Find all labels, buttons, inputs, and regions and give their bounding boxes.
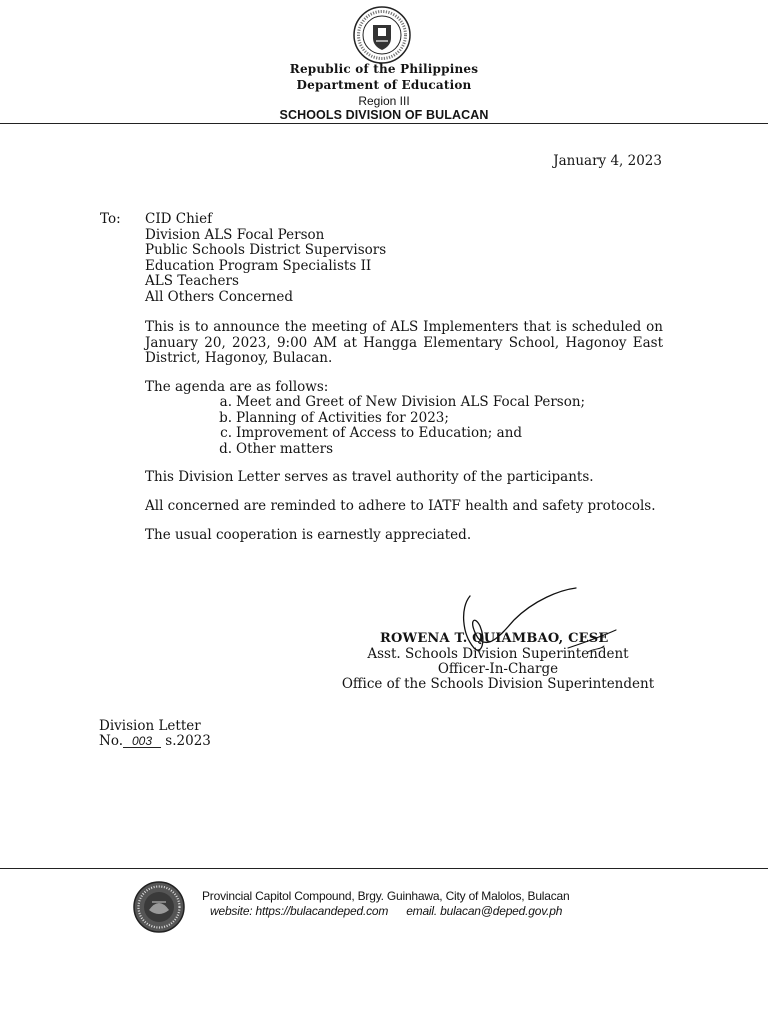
- closing-paragraph: The usual cooperation is earnestly appreciated.: [145, 527, 472, 543]
- handwritten-letter-number: 003: [123, 735, 161, 748]
- division-letter-prefix: No.: [99, 733, 123, 749]
- agenda-item-text: Meet and Greet of New Division ALS Focal Person;: [236, 394, 586, 410]
- header-divider: [0, 123, 768, 124]
- header-republic: Republic of the Philippines: [289, 62, 479, 76]
- recipient-item: Division ALS Focal Person: [145, 226, 325, 243]
- bulacan-seal-logo: [128, 880, 190, 934]
- agenda-item-letter: b.: [219, 409, 232, 426]
- footer-email: email. bulacan@deped.gov.ph: [406, 904, 563, 918]
- division-letter-label: Division Letter: [99, 718, 201, 734]
- signatory-title: Asst. Schools Division Superintendent: [367, 646, 629, 662]
- footer-address: Provincial Capitol Compound, Brgy. Guinhawa, City of Malolos, Bulacan: [202, 889, 570, 903]
- protocol-paragraph: All concerned are reminded to adhere to IATF health and safety protocols.: [145, 498, 656, 514]
- recipient-list: [145, 212, 386, 305]
- agenda-item-letter: d.: [219, 440, 232, 457]
- division-letter-series: s.2023: [165, 733, 211, 749]
- header-region: Region III: [358, 94, 410, 108]
- agenda-item-letter: a.: [219, 394, 232, 410]
- signatory-name: ROWENA T. QUIAMBAO, CESE: [380, 631, 609, 646]
- header-department: Department of Education: [296, 78, 472, 92]
- agenda-item-text: Other matters: [236, 440, 333, 457]
- signatory-role: Officer-In-Charge: [437, 661, 559, 677]
- recipient-item: Education Program Specialists II: [145, 257, 372, 274]
- agenda-item-text: Planning of Activities for 2023;: [236, 409, 449, 426]
- division-letter-number: [99, 734, 211, 750]
- header-division: SCHOOLS DIVISION OF BULACAN: [279, 108, 489, 122]
- announcement-paragraph: This is to announce the meeting of ALS Implementers that is scheduled on January 20, 2023, 9:00 AM at Hangga Elementary School, Hagonoy East District, Hagonoy, Bulacan.: [145, 319, 663, 366]
- recipient-item: CID Chief: [145, 211, 213, 227]
- signatory-office: Office of the Schools Division Superintendent: [341, 676, 655, 692]
- recipient-item: Public Schools District Supervisors: [145, 242, 387, 258]
- agenda-item-letter: c.: [220, 425, 232, 441]
- recipient-item: All Others Concerned: [145, 288, 294, 305]
- footer-contact: [210, 904, 562, 918]
- footer-divider: [0, 868, 768, 869]
- recipient-item: ALS Teachers: [145, 273, 239, 289]
- agenda-intro: The agenda are as follows:: [145, 379, 329, 395]
- to-label: To:: [100, 211, 121, 227]
- travel-authority-paragraph: This Division Letter serves as travel authority of the participants.: [145, 469, 594, 485]
- agenda-item-text: Improvement of Access to Education; and: [236, 425, 523, 441]
- deped-seal-logo: [352, 5, 412, 65]
- letter-date: January 4, 2023: [553, 153, 662, 169]
- footer-website: website: https://bulacandeped.com: [210, 904, 389, 918]
